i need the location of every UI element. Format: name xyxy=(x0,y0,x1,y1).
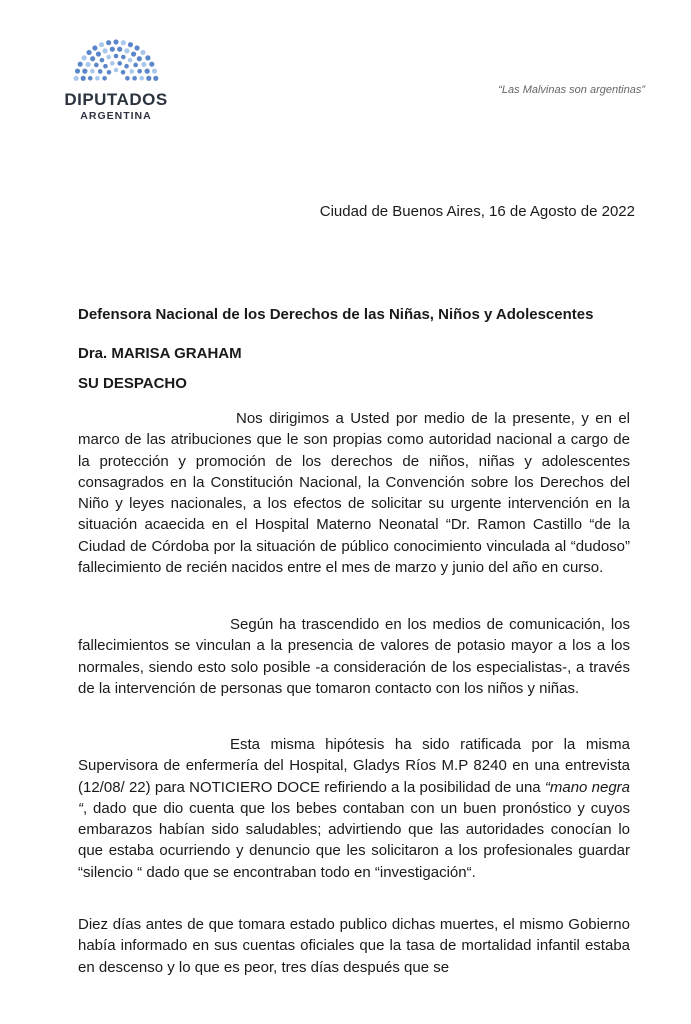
congress-dome-icon xyxy=(72,38,160,84)
body-paragraph-1: Nos dirigimos a Usted por medio de la presente, y en el marco de las atribuciones que le son propias como autoridad nacional a cargo de la protección y promoción de los derechos de niños, niñas y adolescentes consagrados en la Constitución Nacional, la Convención sobre los Derechos del Niño y leyes nacionales, a los efectos de solicitar su urgente intervención en la situación acaecida en el Hospital Materno Neonatal “Dr. Ramon Castillo “de la Ciudad de Córdoba por la situación de público conocimiento vinculada al “dudoso” fallecimiento de recién nacidos entre el mes de marzo y junio del año en curso. xyxy=(78,410,630,577)
logo-dot xyxy=(124,64,129,69)
logo-dot xyxy=(117,61,122,66)
recipient-title: Defensora Nacional de los Derechos de las Niñas, Niños y Adolescentes xyxy=(78,306,594,323)
logo-dot xyxy=(149,62,154,67)
logo-dot xyxy=(124,48,129,53)
logo-dot xyxy=(82,69,87,74)
logo-dot xyxy=(128,58,133,63)
logo-dot xyxy=(131,51,136,56)
logo-dot xyxy=(90,56,95,61)
logo-dot xyxy=(78,62,83,67)
logo-dot xyxy=(86,50,91,55)
logo-dot xyxy=(153,76,158,81)
logo-dot xyxy=(85,62,90,67)
logo-dot xyxy=(152,68,157,73)
logo-dot xyxy=(137,56,142,61)
logo-dot xyxy=(146,76,151,81)
logo-dot xyxy=(130,69,135,74)
logo-dot xyxy=(81,76,86,81)
logo-dot xyxy=(95,76,100,81)
logo-subtitle: ARGENTINA xyxy=(80,110,152,122)
logo-dot xyxy=(92,45,97,50)
logo-dot xyxy=(128,42,133,47)
logo-dot xyxy=(121,40,126,45)
recipient-office: SU DESPACHO xyxy=(78,375,187,392)
logo-dot xyxy=(139,76,144,81)
logo xyxy=(56,38,176,128)
dateline: Ciudad de Buenos Aires, 16 de Agosto de 2022 xyxy=(319,203,635,220)
logo-dot xyxy=(113,39,118,44)
logo-dot xyxy=(107,70,112,75)
logo-dot xyxy=(99,42,104,47)
logo-title: DIPUTADOS xyxy=(64,90,168,109)
logo-dot xyxy=(145,55,150,60)
logo-dot xyxy=(137,69,142,74)
logo-dot xyxy=(114,54,119,59)
logo-dot xyxy=(121,70,126,75)
body-paragraph-2: Según ha trascendido en los medios de comunicación, los fallecimientos se vinculan a la presencia de valores de potasio mayor a los a los normales, siendo esto solo posible -a consideración de los especialistas-, a través de la intervención de personas que tomaron contacto con los niños y niñas. xyxy=(78,616,630,697)
logo-dot xyxy=(96,51,101,56)
logo-dot xyxy=(90,69,95,74)
logo-dot xyxy=(100,58,105,63)
logo-dot xyxy=(88,76,93,81)
logo-dot xyxy=(106,40,111,45)
motto: “Las Malvinas son argentinas” xyxy=(498,84,645,96)
logo-dot xyxy=(141,62,146,67)
logo-dot xyxy=(133,63,138,68)
logo-dot xyxy=(94,63,99,68)
logo-dot xyxy=(74,76,79,81)
logo-dot xyxy=(106,55,111,60)
recipient-name: Dra. MARISA GRAHAM xyxy=(78,345,242,362)
logo-dot xyxy=(110,61,115,66)
logo-dot xyxy=(132,76,137,81)
logo-dot xyxy=(102,76,107,81)
logo-dot xyxy=(98,69,103,74)
quote-mano-negra: “mano negra “ xyxy=(78,778,630,817)
logo-dot xyxy=(134,45,139,50)
logo-dot xyxy=(145,69,150,74)
logo-dot xyxy=(103,64,108,69)
logo-dot xyxy=(117,47,122,52)
body-paragraph-3: Esta misma hipótesis ha sido ratificada por la misma Supervisora de enfermería del Hospital, Gladys Ríos M.P 8240 en una entrevista (12/08/ 22) para NOTICIERO DOCE refiriendo a la posibilidad de una “mano negra “, dado que dio cuenta que los bebes contaban con un buen pronóstico y cuyos embarazos habían sido saludables; advirtiendo que las autoridades conocían lo que estaba ocurriendo y denuncio que les solicitaron a los profesionales guardar “silencio “ dado que se encontraban todo en “investigación“. xyxy=(78,736,630,881)
logo-dot xyxy=(114,68,119,73)
logo-dot xyxy=(121,55,126,60)
logo-dot xyxy=(125,76,130,81)
logo-dot xyxy=(140,50,145,55)
logo-dot xyxy=(103,48,108,53)
logo-dot xyxy=(81,55,86,60)
logo-dot xyxy=(75,68,80,73)
logo-dot xyxy=(110,47,115,52)
body-paragraph-4: Diez días antes de que tomara estado publico dichas muertes, el mismo Gobierno había informado en sus cuentas oficiales que la tasa de mortalidad infantil estaba en descenso y lo que es peor, tres días después que se xyxy=(78,916,630,976)
